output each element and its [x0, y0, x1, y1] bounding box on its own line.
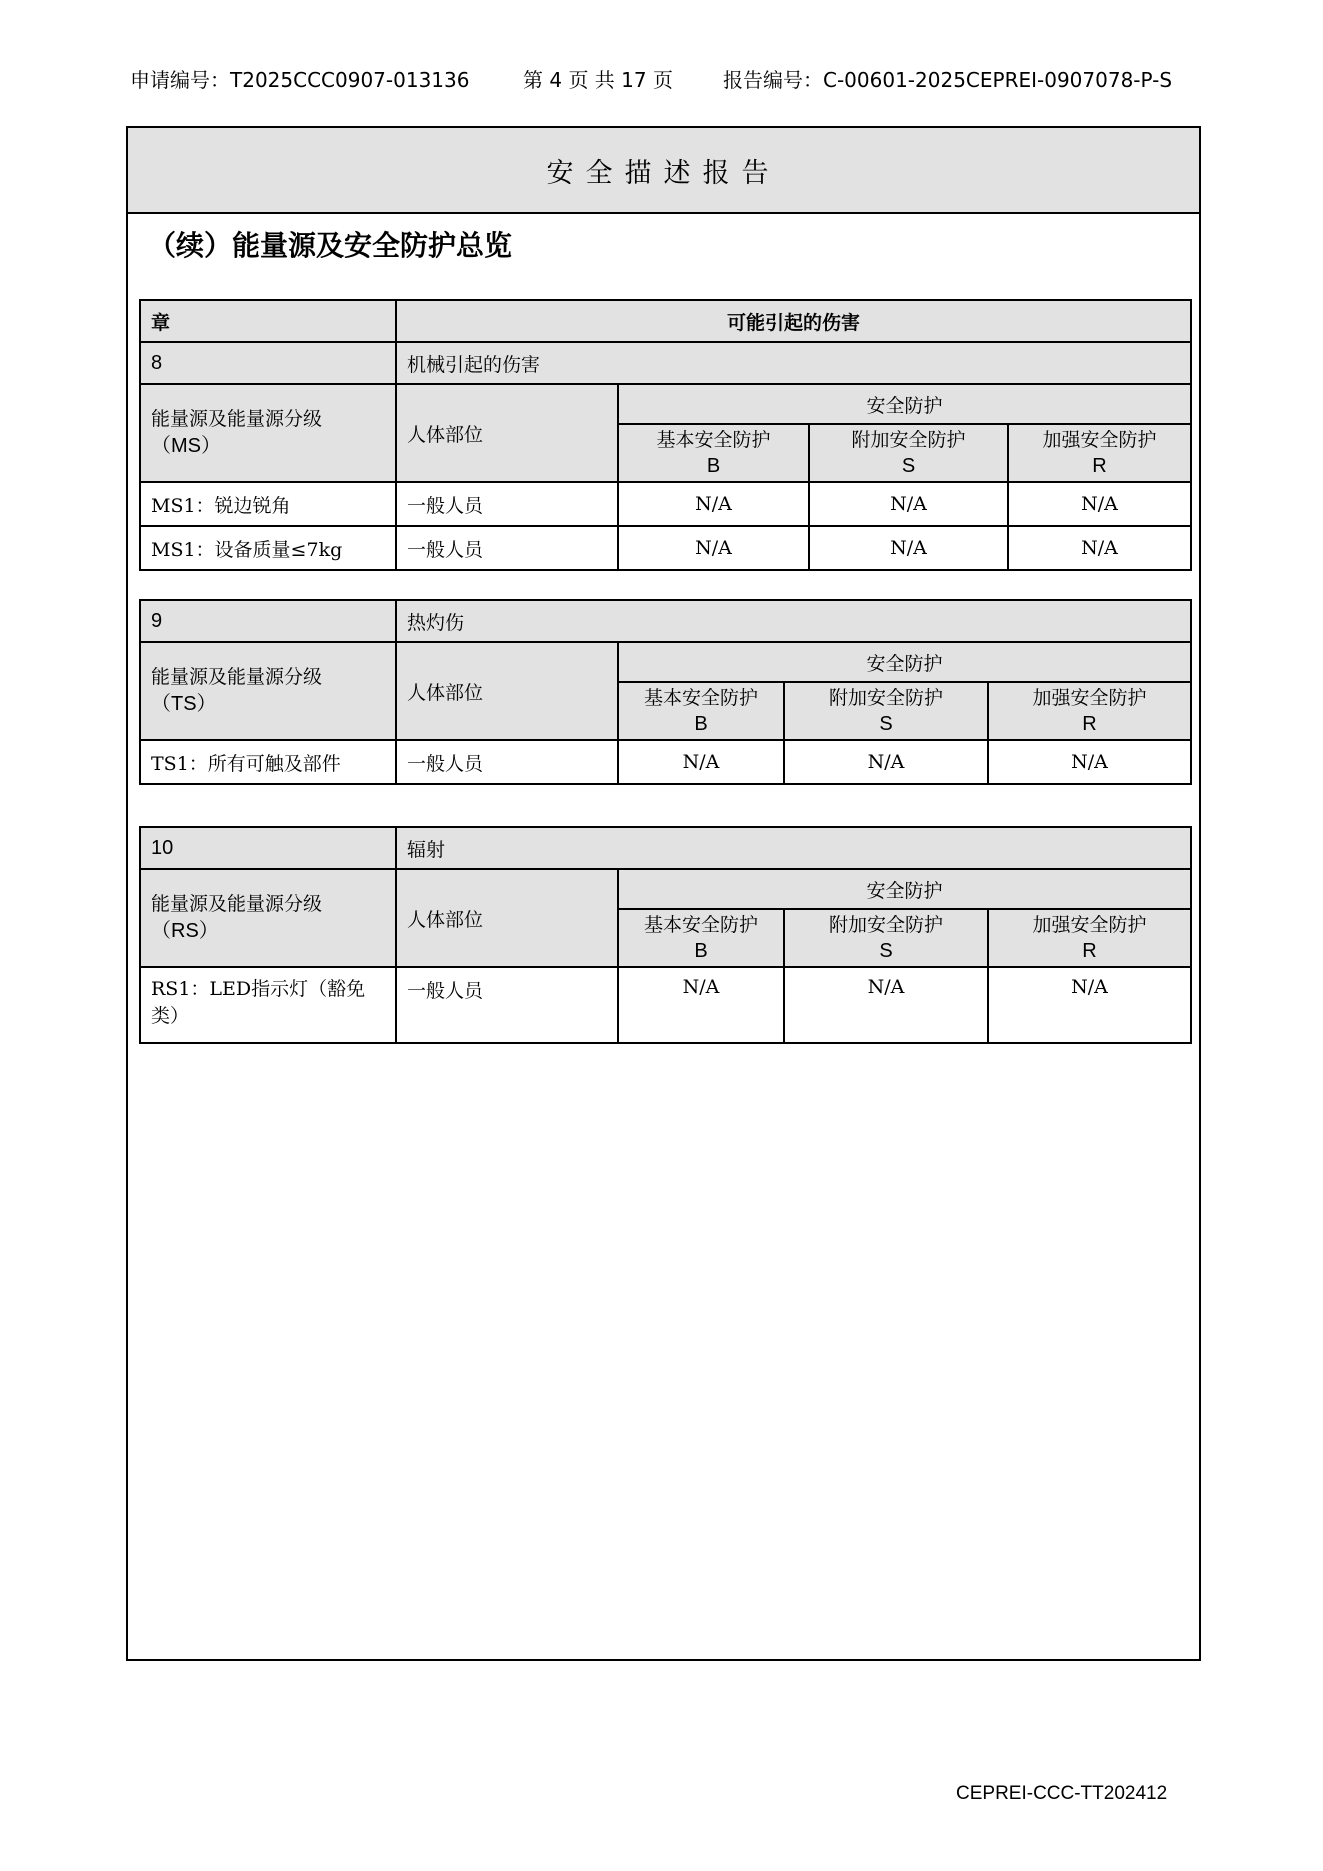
basic-safeguard-header — [618, 682, 784, 740]
safeguard-header-row — [140, 642, 1191, 682]
rs-table — [139, 826, 1192, 1044]
energy-source-header — [140, 869, 396, 967]
supplementary-letter: S — [901, 455, 916, 477]
basic-letter: B — [694, 713, 708, 735]
supplementary-safeguard-header — [809, 424, 1008, 482]
energy-source-cell: RS1：LED指示灯（豁免类） — [140, 967, 396, 1043]
supplementary-label: 附加安全防护 — [828, 687, 943, 709]
chapter-row — [140, 342, 1191, 384]
reinforced-letter: R — [1082, 713, 1097, 735]
report-title: 安全描述报告 — [128, 128, 1199, 214]
body-part-cell: 一般人员 — [396, 526, 618, 570]
table-header-row — [140, 300, 1191, 342]
page-info: 第 4 页 共 17 页 — [523, 68, 673, 92]
table-row — [140, 740, 1191, 784]
supplementary-safeguard-header — [784, 682, 988, 740]
body-part-header: 人体部位 — [396, 384, 618, 482]
energy-source-header — [140, 384, 396, 482]
supplementary-letter: S — [879, 713, 893, 735]
safeguard-header: 安全防护 — [618, 384, 1191, 424]
application-number: 申请编号：T2025CCC0907-013136 — [130, 68, 470, 92]
reinforced-label: 加强安全防护 — [1042, 429, 1157, 451]
basic-label: 基本安全防护 — [643, 687, 758, 709]
basic-safeguard-header — [618, 909, 784, 967]
safeguard-header: 安全防护 — [618, 869, 1191, 909]
chapter-number: 10 — [140, 827, 396, 869]
hazard-name: 热灼伤 — [396, 600, 1191, 642]
energy-class-code: （MS） — [151, 435, 221, 457]
reinforced-safeguard-cell: N/A — [988, 967, 1191, 1043]
ms-table — [139, 299, 1192, 571]
reinforced-safeguard-header — [1008, 424, 1191, 482]
chapter-number: 8 — [140, 342, 396, 384]
energy-source-cell: MS1：锐边锐角 — [140, 482, 396, 526]
energy-class-code: （TS） — [151, 693, 217, 715]
basic-letter: B — [694, 940, 708, 962]
report-frame — [126, 126, 1201, 1661]
safeguard-header: 安全防护 — [618, 642, 1191, 682]
energy-class-code: （RS） — [151, 920, 219, 942]
supplementary-label: 附加安全防护 — [851, 429, 966, 451]
supplementary-safeguard-cell: N/A — [809, 482, 1008, 526]
hazard-name: 机械引起的伤害 — [396, 342, 1191, 384]
basic-letter: B — [706, 455, 721, 477]
energy-source-label: 能量源及能量源分级 — [151, 893, 323, 915]
reinforced-safeguard-header — [988, 909, 1191, 967]
hazard-column-header: 可能引起的伤害 — [396, 300, 1191, 342]
energy-source-label: 能量源及能量源分级 — [151, 408, 323, 430]
basic-safeguard-cell: N/A — [618, 967, 784, 1043]
ts-table — [139, 599, 1192, 785]
basic-label: 基本安全防护 — [656, 429, 771, 451]
supplementary-safeguard-cell: N/A — [784, 967, 988, 1043]
reinforced-safeguard-cell: N/A — [1008, 526, 1191, 570]
chapter-column-header: 章 — [140, 300, 396, 342]
body-part-header: 人体部位 — [396, 642, 618, 740]
chapter-row — [140, 600, 1191, 642]
table-row — [140, 526, 1191, 570]
energy-source-label: 能量源及能量源分级 — [151, 666, 323, 688]
safeguard-header-row — [140, 869, 1191, 909]
table-row — [140, 967, 1191, 1043]
chapter-number: 9 — [140, 600, 396, 642]
reinforced-safeguard-cell: N/A — [1008, 482, 1191, 526]
supplementary-safeguard-cell: N/A — [784, 740, 988, 784]
form-code: CEPREI-CCC-TT202412 — [956, 1783, 1168, 1804]
basic-safeguard-header — [618, 424, 809, 482]
reinforced-label: 加强安全防护 — [1032, 687, 1147, 709]
hazard-name: 辐射 — [396, 827, 1191, 869]
basic-safeguard-cell: N/A — [618, 740, 784, 784]
body-part-cell: 一般人员 — [396, 740, 618, 784]
supplementary-safeguard-cell: N/A — [809, 526, 1008, 570]
energy-source-header — [140, 642, 396, 740]
reinforced-letter: R — [1082, 940, 1097, 962]
basic-safeguard-cell: N/A — [618, 526, 809, 570]
body-part-cell: 一般人员 — [396, 482, 618, 526]
section-subtitle: （续）能量源及安全防护总览 — [148, 229, 513, 262]
chapter-row — [140, 827, 1191, 869]
supplementary-letter: S — [879, 940, 893, 962]
safeguard-header-row — [140, 384, 1191, 424]
reinforced-safeguard-header — [988, 682, 1191, 740]
reinforced-label: 加强安全防护 — [1032, 914, 1147, 936]
basic-label: 基本安全防护 — [643, 914, 758, 936]
supplementary-safeguard-header — [784, 909, 988, 967]
energy-source-cell: TS1：所有可触及部件 — [140, 740, 396, 784]
supplementary-label: 附加安全防护 — [828, 914, 943, 936]
table-row — [140, 482, 1191, 526]
energy-source-cell: MS1：设备质量≤7kg — [140, 526, 396, 570]
basic-safeguard-cell: N/A — [618, 482, 809, 526]
body-part-cell: 一般人员 — [396, 967, 618, 1043]
reinforced-letter: R — [1092, 455, 1107, 477]
report-number: 报告编号：C-00601-2025CEPREI-0907078-P-S — [723, 68, 1173, 92]
reinforced-safeguard-cell: N/A — [988, 740, 1191, 784]
body-part-header: 人体部位 — [396, 869, 618, 967]
